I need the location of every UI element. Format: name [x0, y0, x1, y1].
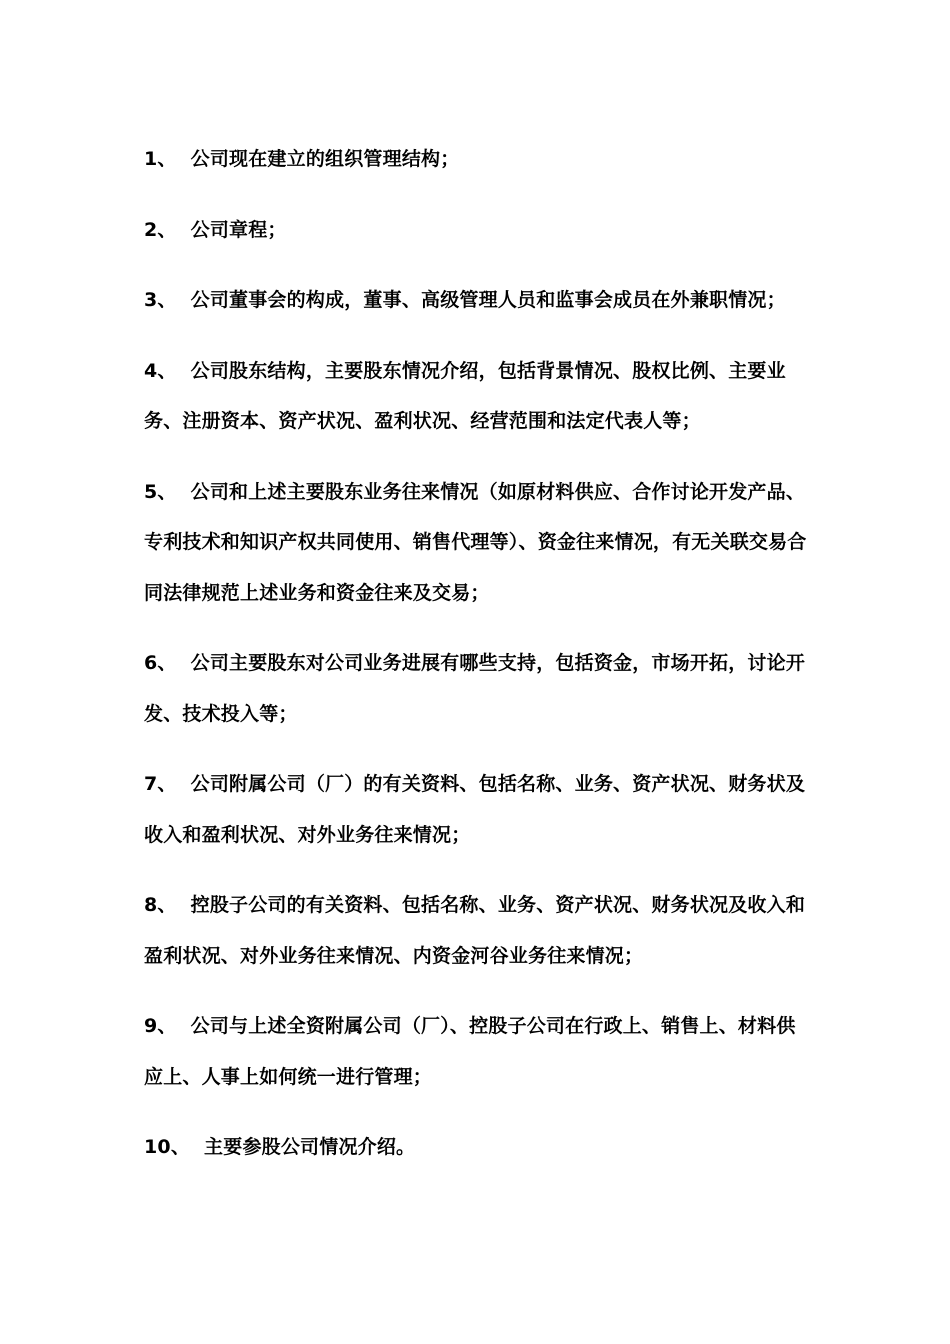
item-number: 8、	[144, 894, 177, 916]
item-number: 3、	[144, 289, 177, 311]
item-text: 公司主要股东对公司业务进展有哪些支持，包括资金，市场开拓，讨论开发、技术投入等；	[144, 652, 806, 725]
item-number: 1、	[144, 148, 177, 170]
item-number: 7、	[144, 773, 177, 795]
list-item	[144, 134, 809, 185]
list-item	[144, 880, 809, 981]
item-number: 6、	[144, 652, 177, 674]
item-text: 控股子公司的有关资料、包括名称、业务、资产状况、财务状况及收入和盈利状况、对外业务往来情况、内资金河谷业务往来情况；	[144, 894, 806, 967]
list-item	[144, 1001, 809, 1102]
item-text: 公司董事会的构成，董事、高级管理人员和监事会成员在外兼职情况；	[190, 289, 786, 311]
item-number: 2、	[144, 218, 177, 241]
item-text: 公司现在建立的组织管理结构；	[190, 148, 460, 170]
item-text: 公司与上述全资附属公司（厂）、控股子公司在行政上、销售上、材料供应上、人事上如何统一进行管理；	[144, 1015, 796, 1088]
item-number: 4、	[144, 359, 177, 382]
document-list	[144, 134, 809, 1193]
item-number: 5、	[144, 480, 177, 503]
list-item	[144, 759, 809, 860]
item-text: 公司股东结构，主要股东情况介绍，包括背景情况、股权比例、主要业务、注册资本、资产状况、盈利状况、经营范围和法定代表人等；	[144, 359, 786, 432]
list-item	[144, 275, 809, 326]
item-text: 主要参股公司情况介绍。	[204, 1136, 416, 1158]
list-item	[144, 205, 809, 256]
item-text: 公司和上述主要股东业务往来情况（如原材料供应、合作讨论开发产品、专利技术和知识产权共同使用、销售代理等）、资金往来情况，有无关联交易合同法律规范上述业务和资金往来及交易；	[144, 480, 807, 604]
list-item	[144, 638, 809, 739]
list-item	[144, 346, 809, 447]
list-item	[144, 1122, 809, 1173]
item-text: 公司附属公司（厂）的有关资料、包括名称、业务、资产状况、财务状及收入和盈利状况、对外业务往来情况；	[144, 773, 806, 846]
item-number: 10、	[144, 1136, 191, 1158]
item-number: 9、	[144, 1015, 177, 1037]
list-item	[144, 467, 809, 619]
item-text: 公司章程；	[190, 218, 287, 241]
